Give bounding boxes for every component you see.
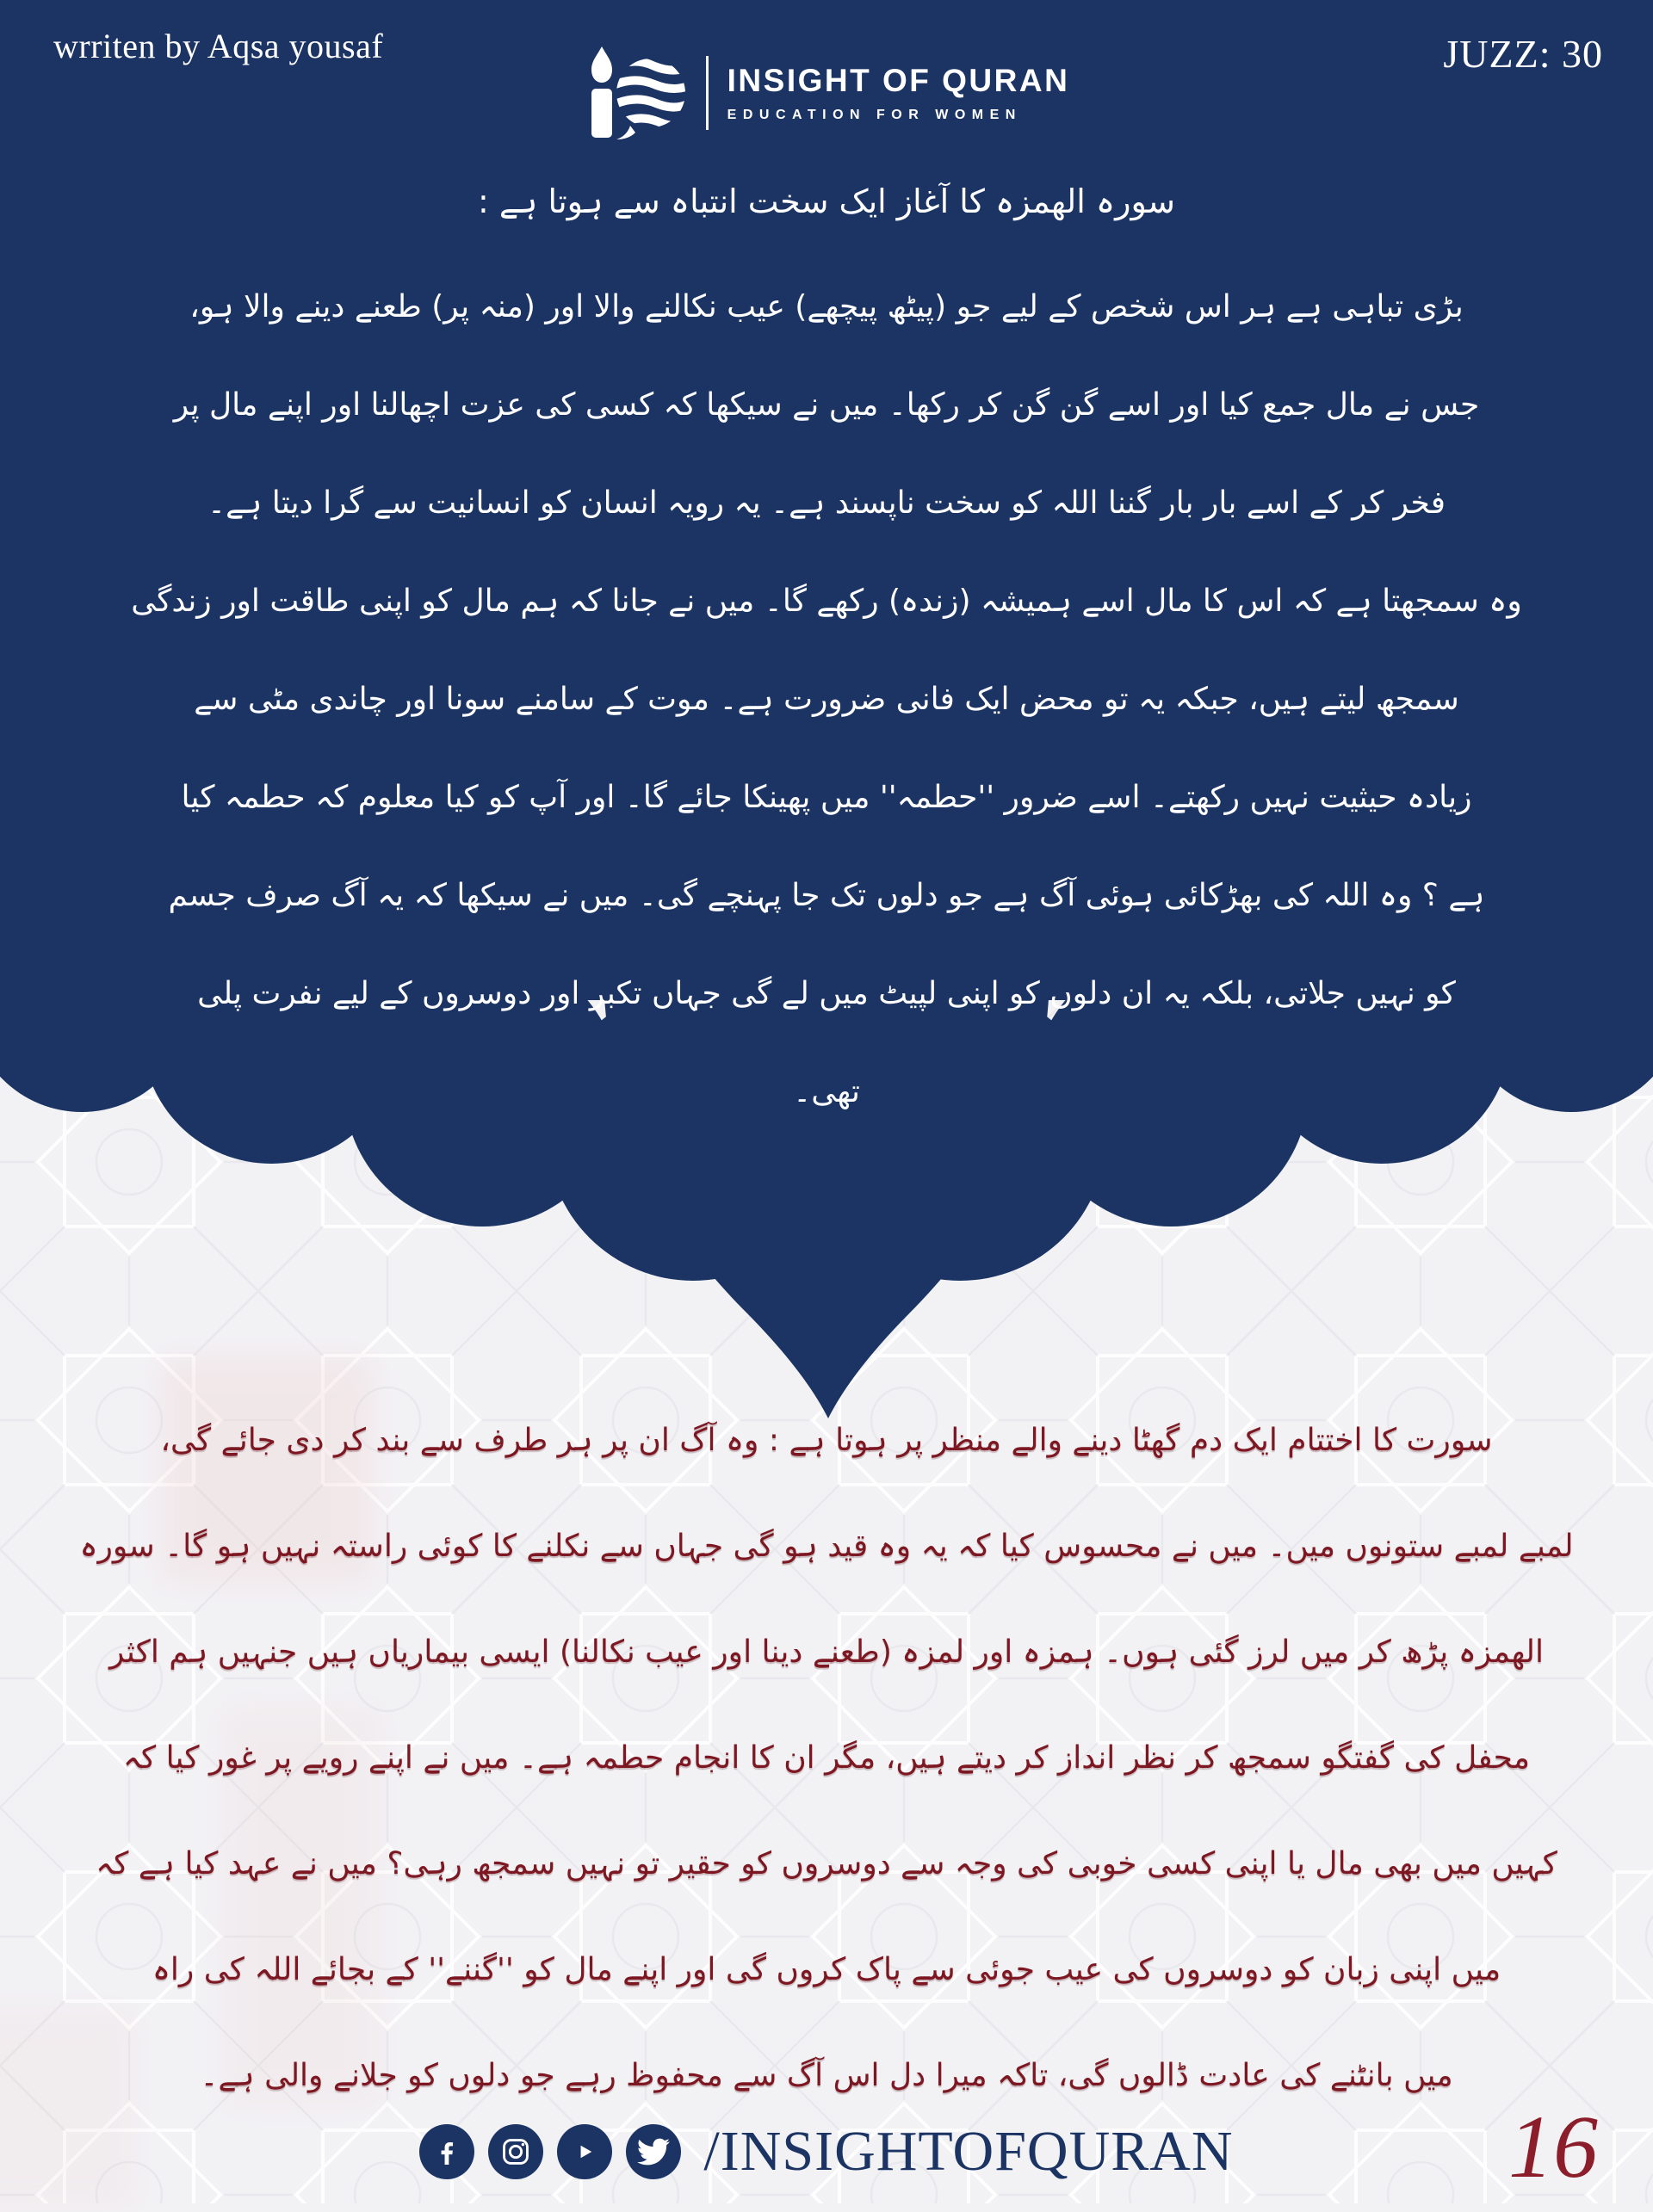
surah-intro-heading: سورہ الھمزہ کا آغاز ایک سخت انتباہ سے ہوتا ہے : — [478, 182, 1175, 220]
light-section — [0, 1387, 1653, 2129]
pen-and-globe-logo-icon — [584, 45, 687, 141]
footer-social-bar — [0, 2119, 1653, 2184]
urdu-line: بڑی تباہی ہے ہر اس شخص کے لیے جو (پیٹھ پیچھے) عیب نکالنے والا اور (منہ پر) طعنے دینے والا ہو، — [189, 288, 1464, 324]
facebook-icon[interactable] — [419, 2124, 474, 2179]
youtube-icon[interactable] — [557, 2124, 612, 2179]
social-handle[interactable]: /INSIGHTOFQURAN — [703, 2120, 1234, 2183]
instagram-icon[interactable] — [488, 2124, 543, 2179]
logo-title: INSIGHT OF QURAN — [727, 63, 1070, 98]
urdu-line: میں اپنی زبان کو دوسروں کی عیب جوئی سے پاک کروں گی اور اپنے مال کو ''گننے'' کے بجائے اللہ کی راہ — [152, 1952, 1501, 1987]
urdu-line: کہیں میں بھی مال یا اپنی کسی خوبی کی وجہ سے دوسروں کو حقیر تو نہیں سمجھ رہی؟ میں نے عہد کیا ہے کہ — [96, 1846, 1557, 1881]
urdu-line: کو نہیں جلاتی، بلکہ یہ ان دلوں کو اپنی لپیٹ میں لے گی جہاں تکبر اور دوسروں کے لیے نفرت پلی — [197, 975, 1456, 1011]
juzz-label: JUZZ: 30 — [1443, 32, 1603, 76]
urdu-line: زیادہ حیثیت نہیں رکھتے۔ اسے ضرور ''حطمہ'' میں پھینکا جائے گا۔ اور آپ کو کیا معلوم کہ حطمہ کیا — [181, 779, 1472, 815]
urdu-line: الھمزہ پڑھ کر میں لرز گئی ہوں۔ ہمزہ اور لمزہ (طعنے دینا اور عیب نکالنا) ایسی بیماریاں ہیں جنہیں ہم اکثر — [108, 1634, 1545, 1670]
urdu-line: سورت کا اختتام ایک دم گھٹا دینے والے منظر پر ہوتا ہے : وہ آگ ان پر ہر طرف سے بند کر دی جائے گی، — [160, 1423, 1493, 1458]
navy-section — [0, 182, 1653, 1141]
urdu-line: تھی۔ — [793, 1073, 860, 1109]
logo-subtitle: EDUCATION FOR WOMEN — [727, 108, 1022, 122]
urdu-line: لمبے لمبے ستونوں میں۔ میں نے محسوس کیا کہ یہ وہ قید ہو گی جہاں سے نکلنے کا کوئی راستہ نہیں ہو گا۔ سورہ — [79, 1529, 1574, 1564]
twitter-icon[interactable] — [626, 2124, 681, 2179]
urdu-line: سمجھ لیتے ہیں، جبکہ یہ تو محض ایک فانی ضرورت ہے۔ موت کے سامنے سونا اور چاندی مٹی سے — [194, 681, 1459, 717]
urdu-line: ہے ؟ وہ اللہ کی بھڑکائی ہوئی آگ ہے جو دلوں تک جا پہنچے گی۔ میں نے سیکھا کہ یہ آگ صرف جسم — [168, 877, 1485, 913]
author-credit: wrriten by Aqsa yousaf — [53, 27, 384, 65]
logo-divider — [706, 56, 709, 130]
page-number: 16 — [1508, 2098, 1598, 2197]
urdu-line: محفل کی گفتگو سمجھ کر نظر انداز کر دیتے ہیں، مگر ان کا انجام حطمہ ہے۔ میں نے اپنے رویے پر غور کیا کہ — [122, 1740, 1531, 1776]
logo — [0, 45, 1653, 141]
urdu-line: میں بانٹنے کی عادت ڈالوں گی، تاکہ میرا دل اس آگ سے محفوظ رہے جو دلوں کو جلانے والی ہے۔ — [200, 2058, 1453, 2093]
urdu-line: وہ سمجھتا ہے کہ اس کا مال اسے ہمیشہ (زندہ) رکھے گا۔ میں نے جانا کہ ہم مال کو اپنی طاقت اور زندگی — [131, 583, 1522, 619]
urdu-line: فخر کر کے اسے بار بار گننا اللہ کو سخت ناپسند ہے۔ یہ رویہ انسان کو انسانیت سے گرا دیتا ہے۔ — [207, 485, 1446, 521]
urdu-line: جس نے مال جمع کیا اور اسے گن گن کر رکھا۔ میں نے سیکھا کہ کسی کی عزت اچھالنا اور اپنے مال پر — [173, 386, 1480, 423]
